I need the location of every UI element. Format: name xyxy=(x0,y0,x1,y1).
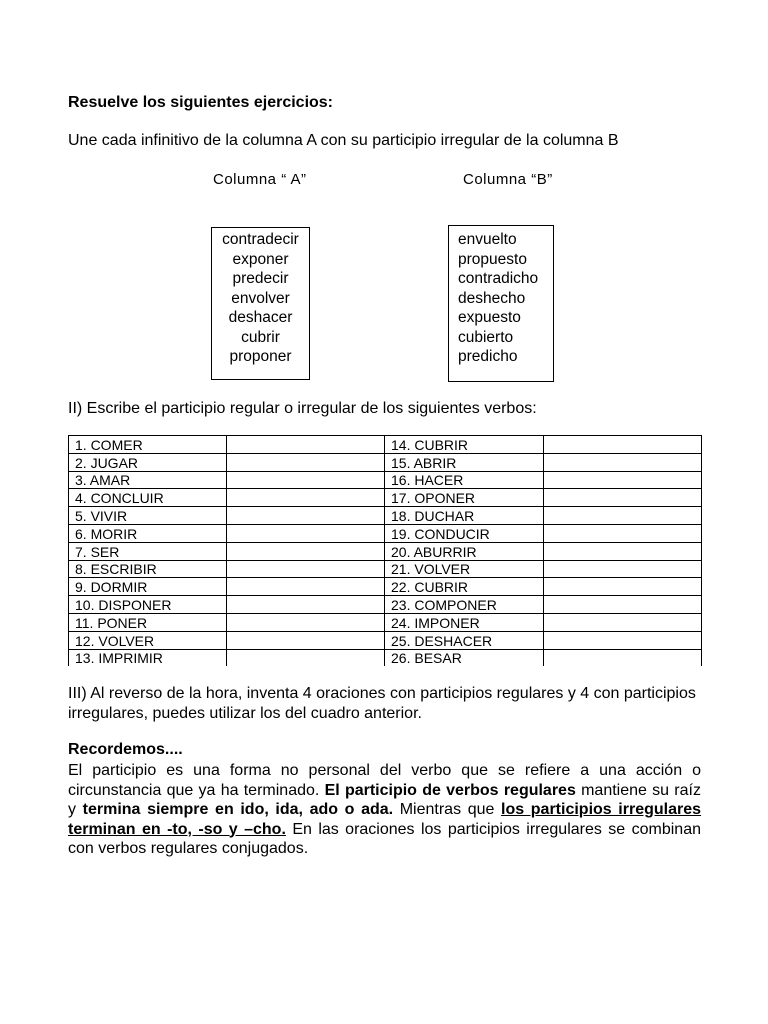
answer-cell[interactable] xyxy=(544,631,702,649)
verb-cell: 3. AMAR xyxy=(69,471,227,489)
answer-cell[interactable] xyxy=(544,453,702,471)
table-row xyxy=(69,631,702,649)
verb-cell: 24. IMPONER xyxy=(385,613,544,631)
column-a-item: exponer xyxy=(232,250,289,268)
verb-cell: 2. JUGAR xyxy=(69,453,227,471)
reminder-paragraph xyxy=(68,761,701,859)
reminder-underlined-text: los participios irregulares terminan en -to, -so y –cho. xyxy=(68,801,702,838)
verb-cell: 4. CONCLUIR xyxy=(69,489,227,507)
table-row xyxy=(69,613,702,631)
answer-cell[interactable] xyxy=(544,649,702,666)
answer-cell[interactable] xyxy=(227,436,385,454)
verb-cell: 18. DUCHAR xyxy=(385,507,544,525)
reminder-title: Recordemos.... xyxy=(68,741,183,758)
answer-cell[interactable] xyxy=(544,436,702,454)
table-row xyxy=(69,489,702,507)
table-row xyxy=(69,560,702,578)
verb-cell: 26. BESAR xyxy=(385,649,544,666)
column-b-item: propuesto xyxy=(458,250,527,268)
table-row xyxy=(69,542,702,560)
answer-cell[interactable] xyxy=(227,631,385,649)
verb-cell: 20. ABURRIR xyxy=(385,542,544,560)
verb-cell: 11. PONER xyxy=(69,613,227,631)
answer-cell[interactable] xyxy=(227,596,385,614)
answer-cell[interactable] xyxy=(544,578,702,596)
answer-cell[interactable] xyxy=(544,596,702,614)
reminder-bold-text: termina siempre en ido, ida, ado o ada. xyxy=(82,801,394,818)
reminder-text: mantiene su raíz y xyxy=(68,781,701,818)
verb-cell: 17. OPONER xyxy=(385,489,544,507)
verb-cell: 22. CUBRIR xyxy=(385,578,544,596)
verb-cell: 8. ESCRIBIR xyxy=(69,560,227,578)
table-row xyxy=(69,578,702,596)
column-a-item: deshacer xyxy=(228,309,293,326)
answer-cell[interactable] xyxy=(544,507,702,525)
table-row xyxy=(69,436,702,454)
verb-cell: 23. COMPONER xyxy=(385,596,544,614)
column-b-title: Columna “B” xyxy=(463,171,553,188)
verb-cell: 9. DORMIR xyxy=(69,578,227,596)
exercise1-instruction: Une cada infinitivo de la columna A con su participio irregular de la columna B xyxy=(68,132,619,149)
column-a-title: Columna “ A” xyxy=(213,171,307,188)
table-row xyxy=(69,507,702,525)
verb-cell: 15. ABRIR xyxy=(385,453,544,471)
verb-cell: 10. DISPONER xyxy=(69,596,227,614)
reminder-text: En las oraciones los participios irregulares se combinan con verbos regulares conjugados. xyxy=(68,820,701,857)
answer-cell[interactable] xyxy=(227,560,385,578)
answer-cell[interactable] xyxy=(544,471,702,489)
verb-cell: 7. SER xyxy=(69,542,227,560)
answer-cell[interactable] xyxy=(227,524,385,542)
column-b-item: contradicho xyxy=(458,270,539,287)
column-a-item: proponer xyxy=(229,348,292,365)
verb-cell: 5. VIVIR xyxy=(69,507,227,525)
answer-cell[interactable] xyxy=(227,471,385,489)
column-a-item: envolver xyxy=(231,289,290,307)
verb-cell: 6. MORIR xyxy=(69,524,227,542)
column-a-box xyxy=(211,227,310,380)
column-a-item: contradecir xyxy=(222,231,299,248)
answer-cell[interactable] xyxy=(544,524,702,542)
column-b-item: cubierto xyxy=(458,328,514,346)
exercise2-instruction: II) Escribe el participio regular o irregular de los siguientes verbos: xyxy=(68,400,537,417)
answer-cell[interactable] xyxy=(227,613,385,631)
page-title: Resuelve los siguientes ejercicios: xyxy=(68,94,334,111)
answer-cell[interactable] xyxy=(544,613,702,631)
answer-cell[interactable] xyxy=(227,542,385,560)
exercise3-text: III) Al reverso de la hora, inventa 4 oraciones con participios regulares y 4 con participios irregulares, puedes utilizar los del cuadro anterior. xyxy=(68,685,696,722)
table-row xyxy=(69,471,702,489)
verb-cell: 14. CUBRIR xyxy=(385,436,544,454)
reminder-text: Mientras que xyxy=(393,801,502,818)
answer-cell[interactable] xyxy=(227,453,385,471)
table-row xyxy=(69,453,702,471)
answer-cell[interactable] xyxy=(227,507,385,525)
column-a-item: predecir xyxy=(232,270,289,287)
verb-cell: 25. DESHACER xyxy=(385,631,544,649)
table-row xyxy=(69,596,702,614)
column-b-item: envuelto xyxy=(458,231,517,248)
verb-cell: 1. COMER xyxy=(69,436,227,454)
column-b-item: predicho xyxy=(458,348,518,365)
table-row xyxy=(69,524,702,542)
verb-table xyxy=(68,435,702,666)
answer-cell[interactable] xyxy=(227,578,385,596)
verb-cell: 12. VOLVER xyxy=(69,631,227,649)
answer-cell[interactable] xyxy=(544,542,702,560)
column-b-item: expuesto xyxy=(458,309,521,326)
verb-cell: 19. CONDUCIR xyxy=(385,524,544,542)
table-row xyxy=(69,649,702,666)
column-b-item: deshecho xyxy=(458,289,526,307)
reminder-text: El participio es una forma no personal del verbo que se refiere a una acción o circunstancia que ya ha terminado. xyxy=(68,762,701,799)
verb-cell: 16. HACER xyxy=(385,471,544,489)
column-b-box xyxy=(448,225,554,382)
verb-cell: 13. IMPRIMIR xyxy=(69,649,227,666)
answer-cell[interactable] xyxy=(227,489,385,507)
column-a-item: cubrir xyxy=(241,328,280,346)
answer-cell[interactable] xyxy=(544,489,702,507)
answer-cell[interactable] xyxy=(544,560,702,578)
answer-cell[interactable] xyxy=(227,649,385,666)
reminder-bold-text: El participio de verbos regulares xyxy=(324,781,576,799)
verb-cell: 21. VOLVER xyxy=(385,560,544,578)
